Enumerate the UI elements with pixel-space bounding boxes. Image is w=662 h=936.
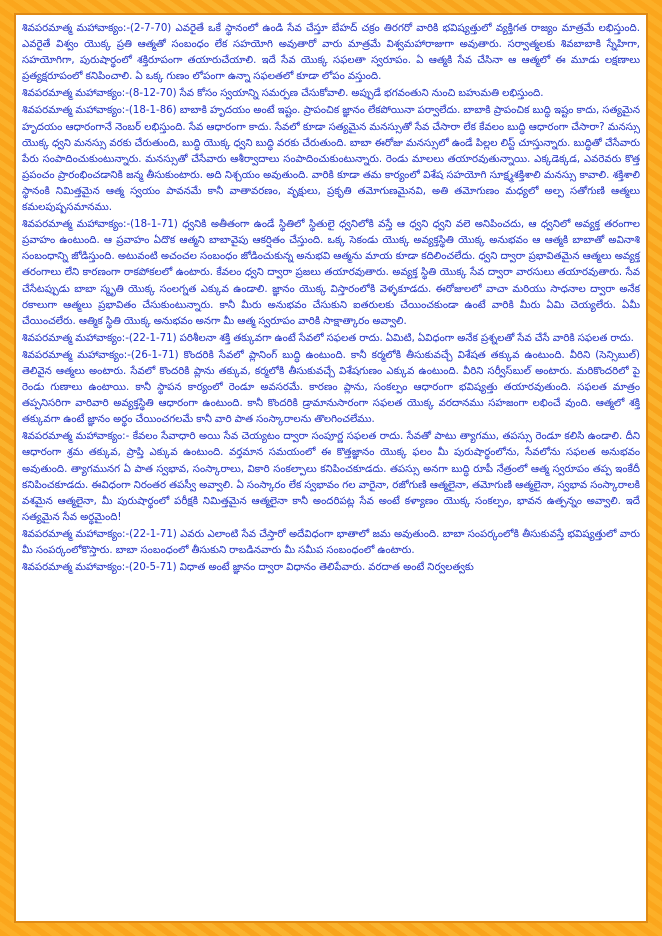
passage [22, 348, 640, 428]
passage-date: (22-1-71) [129, 528, 177, 540]
passage-text: పరిశీలనా శక్తి తక్కువగా ఉంటే సేవలో సఫలత రాదు. ఏమిటి, ఏవిధంగా అనేక ప్రశ్నలతో సేవ చేసే వారికి సఫలత రాదు. [179, 332, 634, 344]
passage-text: కొందరికి సేవలో ప్లానింగ్ బుద్ధి ఉంటుంది. కానీ కర్మలోకి తీసుకువచ్చే విశేషత తక్కువ ఉంటుంది. వీరిని (సెన్సిబుల్) తెలివైన ఆత్మలు అంటారు. సేవలో కొందరికి ప్లాను తక్కువ, కర్మలోకి తీసుకువచ్చే విశేషగుణం ఎక్కువ ఉంటుంది. వీరిని సర్వీస్‌బుల్ అంటారు. మరికొందరిలో పై రెండు గుణాలు ఉంటాయి. కానీ స్థాపన కార్యంలో రెండూ అవసరమే. కారణం ప్లాను, సంకల్పం ఆధారంగా భవిష్యత్తు తయారవుతుంది. సఫలత మాత్రం తప్పనిసరిగా వారివారి అవ్యక్తస్థితి ఆధారంగా ఉంటుంది. కానీ కొందరికి డ్రామానుసారంగా సఫలత యొక్క వరదానము సహజంగా లభించే వుంది. ఆత్మలో శక్తి తక్కువగా ఉంటే జ్ఞానం అర్థం చేయించగలమే కానీ వారి పాత సంస్కారాలను తొలగించలేము. [22, 349, 640, 426]
passage [22, 21, 640, 85]
passage-text: ఎవరైతే ఒకే స్థానంలో ఉండి సేవ చేస్తూ బేహద్ చక్రం తిరగరో వారికి భవిష్యత్తులో వ్యక్తిగత రాజ్యం మాత్రమే లభిస్తుంది. ఎవరైతే విశ్వం యొక్క ప్రతి ఆత్మతో సంబంధం లేక సహయోగి అవుతారో వారు మాత్రమే విశ్వమహారాజుగా అవుతారు. సర్వాత్మలకు శివబాబాకి స్నేహిగా, సహయోగిగా, పురుషార్థంలో శక్తిరూపంగా తయారుచేయాలి. ఇదే సేవ యొక్క సఫలతా స్వరూపం. ఏ ఆత్మకి సేవ చేసినా ఆ ఆత్మలో ఈ మూడు లక్షణాలు ప్రత్యక్షరూపంలో కనిపించాలి. ఏ ఒక్క గుణం లోపంగా ఉన్నా సఫలతలో కూడా లోపం వస్తుంది. [22, 23, 640, 83]
passage [22, 103, 640, 216]
passage [22, 429, 640, 526]
passage-text: బాబాకి హృదయం అంటే ఇష్టం. ప్రాపంచిక జ్ఞానం లేకపోయినా పర్వాలేదు. బాబాకి ప్రాపంచిక బుద్ధి ఇష్టం కాదు, సత్యమైన హృదయం ఆధారంగానే నెంబర్ లభిస్తుంది. సేవ ఆధారంగా కాదు. సేవలో కూడా సత్యమైన మనస్సుతో సేవ చేసారా లేక కేవలం బుద్ధి ఆధారంగా చేసారా? మనస్సు యొక్క ధ్వని మనస్సు వరకు చేరుతుంది, బుద్ధి యొక్క ధ్వని బుద్ధి వరకు చేరుతుంది. బాబా ఈరోజు మనస్సులో ఉండే పిల్లల లిస్ట్ చూస్తున్నారు. బుద్ధితో చేసేవారు పేరు సంపాదించుకుంటున్నారు. మనస్సుతో చేసేవారు ఆశీర్వాదాలు సంపాదించుకుంటున్నారు. రెండు మాలలు తయారవుతున్నాయి. ఎక్కడెక్కడ, ఎవరెవరు కొత్త ప్రపంచం ప్రారంభించడానికి జన్మ తీసుకుంటారు. అది నిశ్చయం అవుతుంది. వారికి కూడా తమ కార్యంలో విశేష సహయోగి సూక్ష్మశక్తిశాలి మనస్సు కావాలి. శక్తిశాలి స్థానంకి నిమిత్తమైన ఆత్మ స్వయం పావనమే కానీ వాతావరణం, వృక్షులు, ప్రకృతి తమోగుణమైనవి, అతి తమోగుణం మధ్యలో అల్ప సతోగుణి ఆత్మలు కమలపుష్పసమానము. [22, 105, 640, 214]
passage-date: (18-1-71) [130, 219, 178, 231]
passage [22, 217, 640, 330]
passage-heading: శివపరమాత్మ మహావాక్యం:- [22, 562, 129, 574]
passage [22, 86, 640, 102]
passage-date: (26-1-71) [130, 349, 179, 361]
passage-heading: శివపరమాత్మ మహావాక్యం:- [22, 528, 130, 540]
passage-heading: శివపరమాత్మ మహావాక్యం:- [22, 88, 129, 100]
passage-heading: శివపరమాత్మ మహావాక్యం:- [22, 431, 130, 443]
passage-date: (18-1-86) [128, 105, 177, 117]
passage [22, 331, 640, 347]
passage-heading: శివపరమాత్మ మహావాక్యం:- [22, 219, 131, 231]
passage [22, 560, 640, 576]
passage-text: సేవ కోసం స్వయాన్ని సమర్పణ చేసుకోవాలి. అప్పుడే భగవంతుని నుంచి బహుమతి లభిస్తుంది. [179, 88, 544, 100]
passage-heading: శివపరమాత్మ మహావాక్యం:- [22, 332, 129, 344]
passage-date: (20-5-71) [128, 562, 177, 574]
passage-date: (2-7-70) [130, 23, 172, 34]
passage [22, 527, 640, 559]
passage-heading: శివపరమాత్మ మహావాక్యం:- [22, 105, 129, 117]
passage-heading: శివపరమాత్మ మహావాక్యం:- [22, 349, 131, 361]
passage-heading: శివపరమాత్మ మహావాక్యం:- [22, 23, 131, 34]
passage-text: ఎవరు ఎలాంటి సేవ చేస్తారో అదేవిధంగా భాతాలో జమ అవుతుంది. బాబా సంపర్కంలోకి తీసుకువస్తే భవిష్యత్తులో వారు మీ సంపర్కంలోకొస్తారు. బాబా సంబంధంలో తీసుకుని రాబడినవారు మీ సమీప సంబంధంలో ఉంటారు. [22, 528, 640, 556]
passage-text: విధాత అంటే జ్ఞానం ద్వారా విధానం తెలిపేవారు. వరదాత అంటే నిర్వలత్వకు [179, 562, 474, 574]
passage-text: ధ్వనికి అతీతంగా ఉండే స్థితిలో స్థితులై ధ్వనిలోకి వస్తే ఆ ధ్వని ధ్వని వలె అనిపించదు, ఆ ధ్వనిలో అవ్యక్త తరంగాల ప్రవాహం ఉంటుంది. ఆ ప్రవాహం ఏదొక ఆత్మని బాబావైపు ఆకర్షితం చేస్తుంది. ఒక్క సెకండు యొక్క అవ్యక్తస్థితి యొక్క అనుభవం ఆ ఆత్మకి బాబాతో అవినాశి సంబంధాన్ని జోడిస్తుంది. అటువంటి అచంచల సంబంధం జోడించుకున్న అనుభవి ఆత్మను మాయ కూడా కదిలించలేదు. ధ్వని ద్వారా ప్రభావితమైన ఆత్మలు అవ్యక్త తరంగాలు లేని కారణంగా రాకపోకలలో ఉంటారు. కేవలం ధ్వని ద్వారా ప్రజలు తయారవుతారు. అవ్యక్త స్థితి యొక్క సేవ ద్వారా వారసులు తయారవుతారు. సేవ చేసేటప్పుడు బాబా స్మృతి యొక్క సంలగ్నత ఎక్కువ ఉండాలి. జ్ఞానం యొక్క విస్తారంలోకి వెళ్ళకూడదు. ఈరోజులలో వాచా మరియు సాధనాల ద్వారా అనేక రకాలుగా ఆత్మలు ప్రభావితం చేసుకుంటున్నారు. కానీ మీరు అనుభవం చేసుకుని ఐతరులకు చేయించకుండా ఉంటే వారికి మీరు ఏమి చెయ్యలేరు. ఏమీ చేయించలేరు. ఆత్మిక స్థితి యొక్క అనుభవం అనగా మీ ఆత్మ స్వరూపం వారికి సాక్షాత్కారం అవ్వాలి. [22, 219, 640, 327]
passage-text: కేవలం సేవాధారి అయి సేవ చెయ్యటం ద్వారా సంపూర్ణ సఫలత రాదు. సేవతో పాటు త్యాగము, తపస్సు రెండూ కలిసి ఉండాలి. దీని ఆధారంగా శ్రమ తక్కువ, ప్రాప్తి ఎక్కువ ఉంటుంది. వర్తమాన సమయంలో ఈ కొత్తజ్ఞానం యొక్క ఫలం మీ పురుషార్థంలోను, సేవలోను సఫలత అనుభవం అవుతుంది. త్యాగమునగ ఏ పాత స్వభావ, సంస్కారాలు, వికారి సంకల్పాలు కనిపించకూడదు. తపస్సు అనగా బుద్ధి రూపీ నేత్రంలో ఆత్మ స్వరూపం తప్ప ఇంకేదీ కనిపించకూడదు. ఈవిధంగా నిరంతర తపస్వీ అవ్వాలి. ఏ సంస్కారం లేక స్వభావం గల వారైనా, రజోగుణి ఆత్మలైనా, తమోగుణి ఆత్మలైనా, స్వభావ సంస్కారాలకి వశమైన ఆత్మలైనా, మీ పురుషార్థంలో పరీక్షకి నిమిత్తమైన ఆత్మలైనా కానీ అందరిపట్ల సేవ అంటే కళ్యాణం యొక్క సంకల్పం, భావన ఉత్పన్నం అవ్వాలి. ఇదే సత్యమైన సేవ అర్థమైంది! [22, 431, 640, 523]
document-sheet [14, 13, 648, 923]
passage-date: (22-1-71) [128, 332, 177, 344]
passage-date: (8-12-70) [128, 88, 177, 100]
